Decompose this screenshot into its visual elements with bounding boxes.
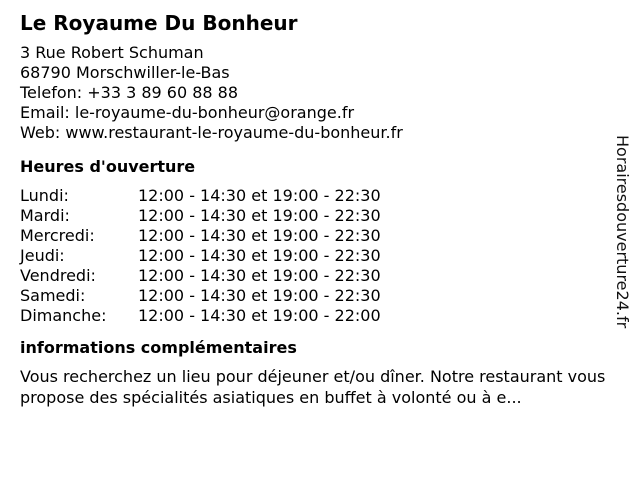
hours-heading: Heures d'ouverture	[20, 157, 196, 176]
info-description: Vous recherchez un lieu pour déjeuner et/ou dîner. Notre restaurant vous propose des spécialités asiatiques en buffet à volonté ou à e...	[20, 367, 606, 407]
contact-block	[20, 43, 615, 143]
hours-row	[20, 246, 381, 266]
hours-row	[20, 286, 381, 306]
street-address: 3 Rue Robert Schuman	[20, 43, 204, 62]
business-card	[20, 10, 615, 408]
day-label: Mardi:	[20, 206, 70, 225]
day-hours: 12:00 - 14:30 et 19:00 - 22:30	[138, 206, 381, 225]
hours-row	[20, 186, 381, 206]
business-name: Le Royaume Du Bonheur	[20, 11, 298, 35]
info-heading: informations complémentaires	[20, 338, 297, 357]
day-label: Dimanche:	[20, 306, 107, 325]
day-hours: 12:00 - 14:30 et 19:00 - 22:30	[138, 186, 381, 205]
website-link[interactable]: Web: www.restaurant-le-royaume-du-bonheur.fr	[20, 123, 403, 142]
site-watermark: Horairesdouverture24.fr	[613, 135, 632, 329]
day-label: Mercredi:	[20, 226, 95, 245]
day-label: Lundi:	[20, 186, 69, 205]
city-address: 68790 Morschwiller-le-Bas	[20, 63, 230, 82]
day-hours: 12:00 - 14:30 et 19:00 - 22:30	[138, 286, 381, 305]
opening-hours-table	[20, 186, 381, 326]
day-hours: 12:00 - 14:30 et 19:00 - 22:30	[138, 266, 381, 285]
email-address[interactable]: Email: le-royaume-du-bonheur@orange.fr	[20, 103, 355, 122]
day-label: Vendredi:	[20, 266, 96, 285]
day-label: Jeudi:	[20, 246, 65, 265]
day-hours: 12:00 - 14:30 et 19:00 - 22:30	[138, 226, 381, 245]
hours-row	[20, 266, 381, 286]
phone-number[interactable]: Telefon: +33 3 89 60 88 88	[20, 83, 239, 102]
hours-row	[20, 306, 381, 326]
hours-row	[20, 206, 381, 226]
hours-row	[20, 226, 381, 246]
day-label: Samedi:	[20, 286, 86, 305]
day-hours: 12:00 - 14:30 et 19:00 - 22:30	[138, 246, 381, 265]
day-hours: 12:00 - 14:30 et 19:00 - 22:00	[138, 306, 381, 325]
